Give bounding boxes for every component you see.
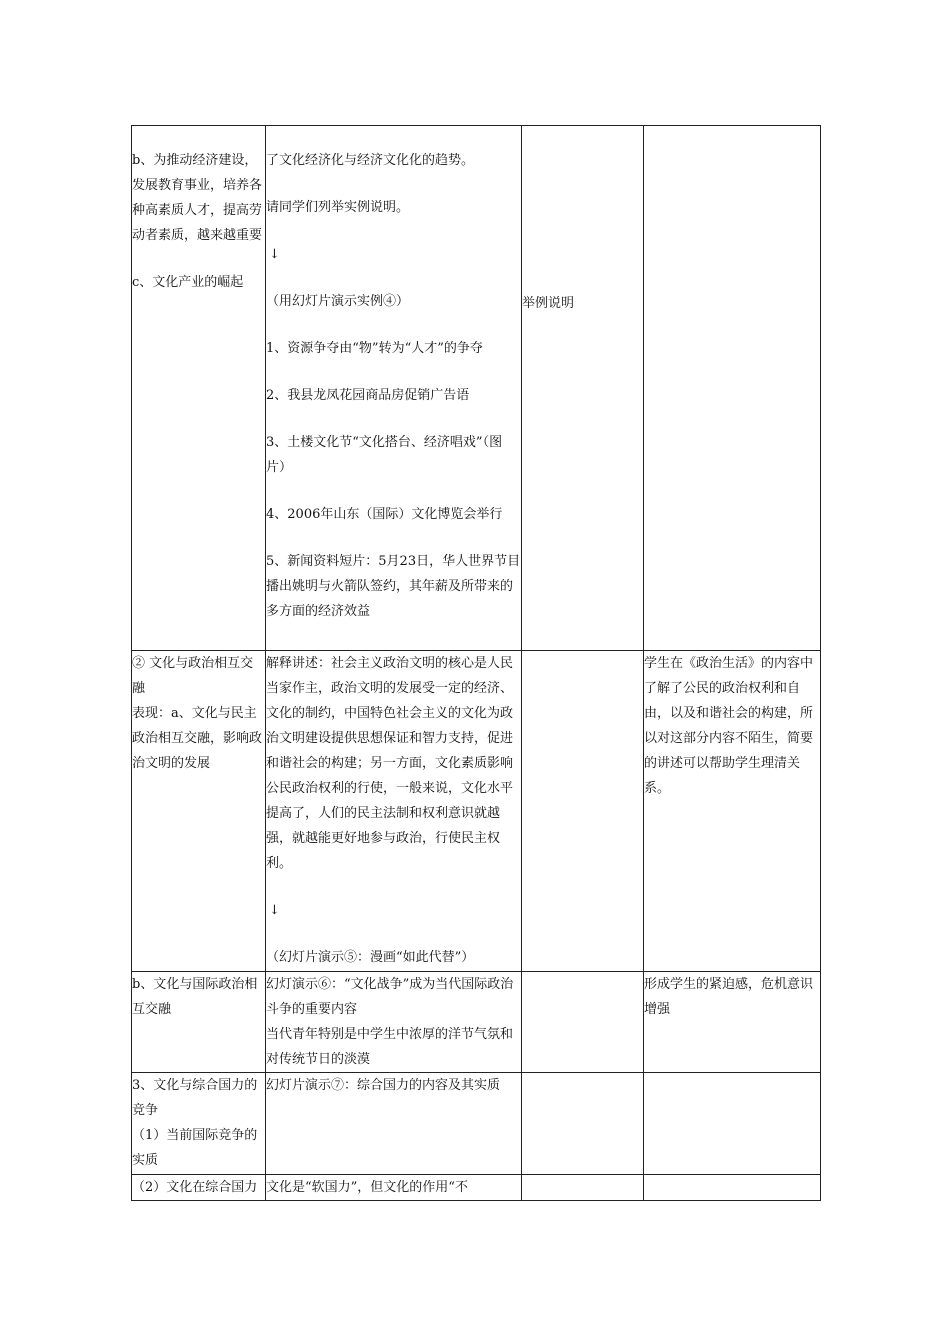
cell-text: b、文化与国际政治相互交融: [132, 977, 258, 1017]
cell-text: 文化是“软国力”，但文化的作用“不: [266, 1180, 468, 1195]
cell-text: 当代青年特别是中学生中浓厚的洋节气氛和对传统节日的淡漠: [266, 1027, 514, 1067]
table-cell-content: [132, 126, 266, 651]
table-cell-student: [522, 1175, 644, 1201]
table-cell-student: [522, 126, 644, 651]
table-cell-content: [132, 1175, 266, 1201]
table-cell-process: [266, 126, 522, 651]
cell-text: （用幻灯片演示实例④）: [266, 294, 410, 309]
cell-text: 幻灯演示⑥：“文化战争”成为当代国际政治斗争的重要内容: [266, 977, 514, 1017]
table-row: [132, 972, 821, 1073]
table-cell-intent: [644, 651, 821, 972]
cell-text: 3、文化与综合国力的竞争: [132, 1078, 258, 1118]
cell-text: 了文化经济化与经济文化化的趋势。: [266, 153, 475, 168]
table-cell-student: [522, 1073, 644, 1175]
table-cell-student: [522, 972, 644, 1073]
table-row: [132, 651, 821, 972]
cell-text: 表现：a、文化与民主政治相互交融，影响政治文明的发展: [132, 706, 263, 771]
cell-text: 请同学们列举实例说明。: [266, 200, 410, 215]
cell-text: 3、土楼文化节“文化搭台、经济唱戏”（图片）: [266, 435, 503, 475]
table-cell-process: [266, 972, 522, 1073]
cell-text: 学生在《政治生活》的内容中了解了公民的政治权利和自由，以及和谐社会的构建，所以对这部分内容不陌生，简要的讲述可以帮助学生理清关系。: [644, 656, 814, 796]
cell-text: （1）当前国际竞争的实质: [132, 1128, 258, 1168]
table-cell-intent: [644, 126, 821, 651]
table-cell-process: [266, 1073, 522, 1175]
cell-text: 4、2006年山东（国际）文化博览会举行: [266, 507, 503, 522]
cell-text: c、文化产业的崛起: [132, 275, 244, 290]
cell-text: 2、我县龙凤花园商品房促销广告语: [266, 388, 470, 403]
table-cell-intent: [644, 972, 821, 1073]
table-cell-intent: [644, 1073, 821, 1175]
table-cell-content: [132, 651, 266, 972]
table-cell-process: [266, 1175, 522, 1201]
cell-text: ② 文化与政治相互交融: [132, 656, 254, 696]
cell-text: 形成学生的紧迫感，危机意识增强: [644, 977, 814, 1017]
cell-text: 5、新闻资料短片：5月23日，华人世界节目播出姚明与火箭队签约，其年薪及所带来的多方面的经济效益: [266, 554, 521, 619]
down-arrow-icon: ↓: [269, 247, 280, 262]
cell-text: 解释讲述：社会主义政治文明的核心是人民当家作主，政治文明的发展受一定的经济、文化的制约，中国特色社会主义的文化为政治文明建设提供思想保证和智力支持，促进和谐社会的构建；另一方面，文化素质影响公民政治权利的行使，一般来说，文化水平提高了，人们的民主法制和权利意识就越强，就越能更好地参与政治，行使民主权利。: [266, 656, 514, 871]
lesson-plan-table: [131, 125, 821, 1201]
cell-text: （幻灯片演示⑤：漫画“如此代替”）: [266, 950, 475, 965]
table-cell-process: [266, 651, 522, 972]
table-cell-content: [132, 1073, 266, 1175]
cell-text: （2）文化在综合国力: [132, 1180, 258, 1195]
table-row: [132, 126, 821, 651]
table-cell-content: [132, 972, 266, 1073]
cell-text: b、为推动经济建设，发展教育事业，培养各种高素质人才，提高劳动者素质，越来越重要: [132, 153, 263, 243]
table-cell-student: [522, 651, 644, 972]
cell-text: 举例说明: [522, 296, 575, 311]
down-arrow-icon: ↓: [269, 903, 280, 918]
table-cell-intent: [644, 1175, 821, 1201]
cell-text: 1、资源争夺由“物”转为“人才”的争夺: [266, 341, 483, 356]
table-row: [132, 1175, 821, 1201]
table-row: [132, 1073, 821, 1175]
cell-text: 幻灯片演示⑦：综合国力的内容及其实质: [266, 1078, 501, 1093]
